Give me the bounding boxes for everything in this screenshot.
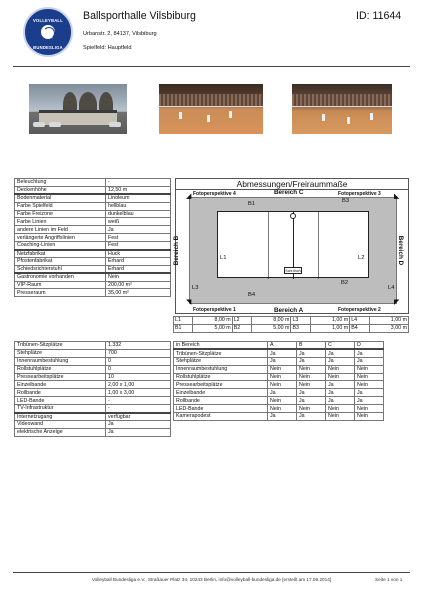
table-cell: Nein: [355, 413, 384, 421]
table-cell: Ja: [326, 357, 355, 365]
table-cell: Nein: [297, 373, 326, 381]
table-cell: Ja: [326, 389, 355, 397]
hall-info-row: [15, 179, 171, 187]
l1-label: L1: [220, 255, 227, 261]
measure-value: 1,00 m: [310, 317, 349, 325]
hall-info-table: [14, 178, 171, 297]
bereich-b-label: Bereich B: [173, 235, 181, 266]
measure-value: 1,00 m: [369, 317, 408, 325]
table-cell: Bodenmaterial: [15, 194, 106, 202]
hall-interior-photo-2: [292, 84, 392, 134]
measure-label: L2: [232, 317, 251, 325]
facilities-row: [15, 349, 171, 357]
hall-info-row: [15, 234, 171, 242]
table-cell: Erhard: [106, 257, 171, 265]
table-cell: 1,00 x 3,00: [106, 389, 171, 397]
b4-label: B4: [248, 292, 256, 298]
table-cell: Ja: [297, 413, 326, 421]
table-cell: Nein: [268, 365, 297, 373]
table-cell: Ja: [268, 357, 297, 365]
measure-value: 8,00 m: [252, 317, 291, 325]
table-cell: Innenraumbestuhlung: [174, 365, 268, 373]
hall-info-row: [15, 186, 171, 194]
areas-row: [174, 413, 384, 421]
table-cell: Nein: [268, 405, 297, 413]
table-cell: Rollbande: [15, 389, 106, 397]
table-cell: Nein: [355, 381, 384, 389]
table-cell: Farbe Spielfeld: [15, 202, 106, 210]
footer-text: Volleyball Bundesliga e.V., Straßauer Platz 34, 10243 Berlin, info@volleyball-bundesliga.de [erstellt am 17.09.2014]: [91, 577, 332, 582]
table-cell: Nein: [268, 373, 297, 381]
table-cell: Ja: [106, 420, 171, 428]
table-cell: Pfostenfabrikat: [15, 257, 106, 265]
hall-info-row: [15, 273, 171, 281]
court-diagram: [175, 178, 409, 314]
table-cell: Pressearbeitsplätze: [15, 373, 106, 381]
table-cell: Nein: [326, 413, 355, 421]
table-cell: B: [297, 342, 326, 350]
areas-row: [174, 405, 384, 413]
table-cell: Nein: [326, 365, 355, 373]
table-cell: 0: [106, 357, 171, 365]
l2-label: L2: [358, 255, 365, 261]
facilities-row: [15, 389, 171, 397]
table-cell: Einzelbande: [15, 381, 106, 389]
table-cell: Rollstuhlplätze: [15, 365, 106, 373]
table-cell: Ja: [268, 349, 297, 357]
arrow-foto1-icon: ◥: [186, 299, 192, 306]
hall-info-row: [15, 202, 171, 210]
table-cell: Nein: [268, 397, 297, 405]
table-cell: dunkelblau: [106, 210, 171, 218]
bereich-c-label: Bereich C: [274, 189, 304, 196]
table-cell: Ja: [268, 413, 297, 421]
table-cell: Rollstuhlplätze: [174, 373, 268, 381]
areas-header-row: [174, 342, 384, 350]
table-cell: Ja: [326, 349, 355, 357]
areas-table: [173, 341, 384, 421]
hall-exterior-photo: [29, 84, 127, 134]
arrow-foto3-icon: ◣: [394, 193, 400, 200]
b2-label: B2: [341, 280, 349, 286]
table-cell: Nein: [355, 373, 384, 381]
table-cell: Videowand: [15, 420, 106, 428]
table-cell: Ja: [355, 349, 384, 357]
page-title: Ballsporthalle Vilsbiburg: [83, 10, 196, 22]
facilities-row: [15, 342, 171, 350]
referee-stand-icon: [290, 213, 296, 219]
table-cell: Fest: [106, 242, 171, 250]
hall-info-row: [15, 281, 171, 289]
table-cell: 10: [106, 373, 171, 381]
table-cell: verlängerte Angriffslinien: [15, 234, 106, 242]
table-cell: Linoleum: [106, 194, 171, 202]
areas-row: [174, 381, 384, 389]
table-cell: andere Linien im Feld: [15, 226, 106, 234]
table-cell: Nein: [297, 405, 326, 413]
measure-value: 1,00 m: [310, 324, 349, 332]
table-cell: elektrische Anzeige: [15, 428, 106, 436]
measures-row: [174, 317, 409, 325]
footer-divider: [13, 572, 410, 573]
table-cell: Nein: [297, 365, 326, 373]
foto1-label: Fotoperspektive 1: [193, 307, 236, 313]
table-cell: 700: [106, 349, 171, 357]
l4-label: L4: [388, 285, 395, 291]
table-cell: Ja: [355, 397, 384, 405]
foto3-label: Fotoperspektive 3: [338, 191, 381, 197]
measure-label: B4: [350, 324, 369, 332]
page-number: Seite 1 von 1: [375, 577, 403, 582]
areas-row: [174, 397, 384, 405]
table-cell: 1.332: [106, 342, 171, 350]
table-cell: LED-Bande: [15, 397, 106, 405]
table-cell: Beleuchtung: [15, 179, 106, 187]
measure-label: B1: [174, 324, 193, 332]
hall-info-row: [15, 257, 171, 265]
table-cell: Rollbande: [174, 397, 268, 405]
table-cell: Nein: [355, 405, 384, 413]
table-cell: Einzelbande: [174, 389, 268, 397]
table-cell: Schiedsrichterstuhl: [15, 265, 106, 273]
header-divider: [13, 66, 410, 67]
table-cell: Farbe Linien: [15, 218, 106, 226]
facilities-row: [15, 381, 171, 389]
arrow-foto4-icon: ◢: [186, 193, 192, 200]
table-cell: Tribünen-Sitzplätze: [174, 349, 268, 357]
table-cell: Ja: [297, 389, 326, 397]
hall-info-row: [15, 218, 171, 226]
hall-info-row: [15, 250, 171, 258]
table-cell: Erhard: [106, 265, 171, 273]
facilities-row: [15, 413, 171, 421]
table-cell: Ja: [297, 349, 326, 357]
table-cell: Presseraum: [15, 289, 106, 297]
measure-value: 8,00 m: [193, 317, 232, 325]
measure-label: L1: [174, 317, 193, 325]
table-cell: hellblau: [106, 202, 171, 210]
measure-value: 5,00 m: [252, 324, 291, 332]
measure-value: 3,00 m: [369, 324, 408, 332]
hall-info-row: [15, 226, 171, 234]
table-cell: Ja: [268, 389, 297, 397]
table-cell: D: [355, 342, 384, 350]
hall-info-row: [15, 242, 171, 250]
table-cell: LED-Bande: [174, 405, 268, 413]
table-cell: Netzfabrikat: [15, 250, 106, 258]
table-cell: Fest: [106, 234, 171, 242]
table-cell: -: [106, 179, 171, 187]
table-cell: Internetzugang: [15, 413, 106, 421]
table-cell: C: [326, 342, 355, 350]
table-cell: 35,00 m²: [106, 289, 171, 297]
table-cell: 12,50 m: [106, 186, 171, 194]
foto4-label: Fotoperspektive 4: [193, 191, 236, 197]
spielfeld: Spielfeld: Hauptfeld: [83, 45, 132, 51]
foto2-label: Fotoperspektive 2: [338, 307, 381, 313]
measures-table: [173, 316, 409, 333]
table-cell: 200,00 m²: [106, 281, 171, 289]
table-cell: Gastronomie vorhanden: [15, 273, 106, 281]
table-cell: Coaching-Linien: [15, 242, 106, 250]
court: [217, 211, 369, 278]
bereich-d-label: Bereich D: [397, 235, 405, 266]
table-cell: A: [268, 342, 297, 350]
measure-label: L3: [291, 317, 310, 325]
table-cell: verfügbar: [106, 413, 171, 421]
table-cell: Deckenhöhe: [15, 186, 106, 194]
table-cell: Ja: [297, 397, 326, 405]
table-cell: Nein: [326, 405, 355, 413]
table-cell: 2,00 x 1,00: [106, 381, 171, 389]
table-cell: Innenraumbestuhlung: [15, 357, 106, 365]
areas-row: [174, 389, 384, 397]
table-cell: Ja: [297, 357, 326, 365]
b3-label: B3: [342, 198, 350, 204]
table-cell: -: [106, 405, 171, 413]
table-cell: Nein: [355, 365, 384, 373]
volleyball-icon: [40, 24, 56, 40]
table-cell: VIP-Raum: [15, 281, 106, 289]
hall-info-row: [15, 194, 171, 202]
table-cell: Tribünen-Sitzplätze: [15, 342, 106, 350]
table-cell: Nein: [268, 381, 297, 389]
table-cell: Kamerapodest: [174, 413, 268, 421]
facilities-row: [15, 420, 171, 428]
diagram-title: Abmessungen/Freiraummaße: [176, 179, 408, 190]
measure-label: B2: [232, 324, 251, 332]
measure-label: L4: [350, 317, 369, 325]
facilities-row: [15, 405, 171, 413]
facilities-row: [15, 397, 171, 405]
address: Urbanstr. 2, 84137, Vilsbiburg: [83, 31, 157, 37]
table-cell: Huck: [106, 250, 171, 258]
table-cell: Ja: [326, 397, 355, 405]
l3-label: L3: [192, 285, 199, 291]
table-cell: Farbe Freizone: [15, 210, 106, 218]
hall-info-row: [15, 265, 171, 273]
table-cell: Ja: [106, 226, 171, 234]
table-cell: Nein: [326, 373, 355, 381]
table-cell: Ja: [355, 389, 384, 397]
arrow-foto2-icon: ◤: [394, 299, 400, 306]
table-cell: Stehplätze: [15, 349, 106, 357]
table-cell: Nein: [297, 381, 326, 389]
table-cell: Nein: [106, 273, 171, 281]
facilities-row: [15, 365, 171, 373]
areas-row: [174, 365, 384, 373]
facilities-row: [15, 428, 171, 436]
table-cell: -: [106, 397, 171, 405]
measures-row: [174, 324, 409, 332]
facilities-row: [15, 357, 171, 365]
hall-interior-photo-1: [159, 84, 263, 134]
areas-row: [174, 373, 384, 381]
table-cell: weiß: [106, 218, 171, 226]
table-cell: TV-Infrastruktur: [15, 405, 106, 413]
areas-row: [174, 357, 384, 365]
hall-id: ID: 11644: [356, 10, 402, 22]
table-cell: Ja: [355, 357, 384, 365]
table-cell: Stehplätze: [174, 357, 268, 365]
areas-row: [174, 349, 384, 357]
measure-label: B3: [291, 324, 310, 332]
hall-info-row: [15, 210, 171, 218]
table-cell: 0: [106, 365, 171, 373]
table-cell: Pressearbeitsplätze: [174, 381, 268, 389]
table-cell: Ja: [106, 428, 171, 436]
table-cell: in Bereich: [174, 342, 268, 350]
vbl-logo: [23, 7, 73, 57]
bereich-a-label: Bereich A: [274, 307, 304, 314]
logo-text-bottom: BUNDESLIGA: [33, 45, 63, 50]
facilities-table: [14, 341, 171, 437]
logo-text-top: VOLLEYBALL: [33, 18, 63, 23]
table-cell: Ja: [326, 381, 355, 389]
scorer-table: Schr.tisch: [285, 269, 301, 273]
facilities-row: [15, 373, 171, 381]
b1-label: B1: [248, 201, 256, 207]
hall-info-row: [15, 289, 171, 297]
measure-value: 5,00 m: [193, 324, 232, 332]
